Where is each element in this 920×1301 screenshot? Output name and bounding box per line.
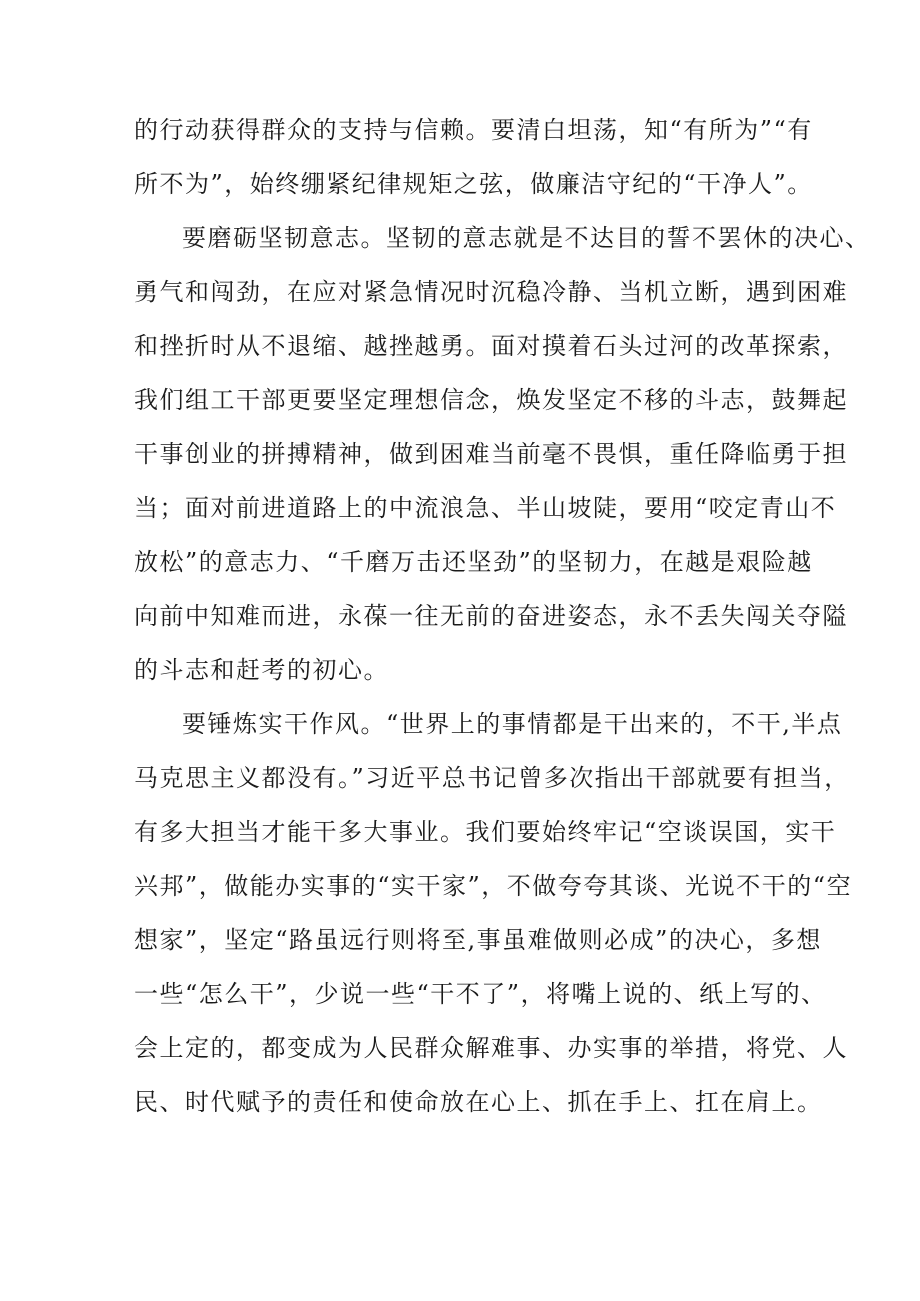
text-line: 民、时代赋予的责任和使命放在心上、抓在手上、扛在肩上。 <box>134 1088 823 1116</box>
text-line: 的斗志和赶考的初心。 <box>134 656 389 684</box>
paragraph-work-style <box>134 697 853 1129</box>
text-line: 所不为”，始终绷紧纪律规矩之弦，做廉洁守纪的“干净人”。 <box>134 170 813 198</box>
text-line: 兴邦”，做能办实事的“实干家”，不做夸夸其谈、光说不干的“空 <box>134 872 853 900</box>
text-line: 放松”的意志力、“千磨万击还坚劲”的坚韧力，在越是艰险越 <box>134 548 813 576</box>
paragraph-willpower <box>134 211 871 697</box>
text-line-first: 要锤炼实干作风。“世界上的事情都是干出来的，不干,半点 <box>182 710 843 738</box>
text-line: 我们组工干部更要坚定理想信念，焕发坚定不移的斗志，鼓舞起 <box>134 386 848 414</box>
text-line: 的行动获得群众的支持与信赖。要清白坦荡，知“有所为”“有 <box>134 116 813 144</box>
paragraph-discipline <box>134 103 813 211</box>
document-body <box>134 103 871 1129</box>
text-line: 一些“怎么干”，少说一些“干不了”，将嘴上说的、纸上写的、 <box>134 980 827 1008</box>
text-line: 有多大担当才能干多大事业。我们要始终牢记“空谈误国，实干 <box>134 818 837 846</box>
text-line: 想家”，坚定“路虽远行则将至,事虽难做则必成”的决心，多想 <box>134 926 822 954</box>
text-line: 会上定的，都变成为人民群众解难事、办实事的举措，将党、人 <box>134 1034 848 1062</box>
text-line: 干事创业的拼搏精神，做到困难当前毫不畏惧，重任降临勇于担 <box>134 440 848 468</box>
text-line: 勇气和闯劲，在应对紧急情况时沉稳冷静、当机立断，遇到困难 <box>134 278 848 306</box>
text-line: 马克思主义都没有。”习近平总书记曾多次指出干部就要有担当， <box>134 764 850 792</box>
text-line: 向前中知难而进，永葆一往无前的奋进姿态，永不丢失闯关夺隘 <box>134 602 848 630</box>
text-line-first: 要磨砺坚韧意志。坚韧的意志就是不达目的誓不罢休的决心、 <box>182 224 871 252</box>
text-line: 当；面对前进道路上的中流浪急、半山坡陡，要用“咬定青山不 <box>134 494 837 522</box>
text-line: 和挫折时从不退缩、越挫越勇。面对摸着石头过河的改革探索， <box>134 332 848 360</box>
